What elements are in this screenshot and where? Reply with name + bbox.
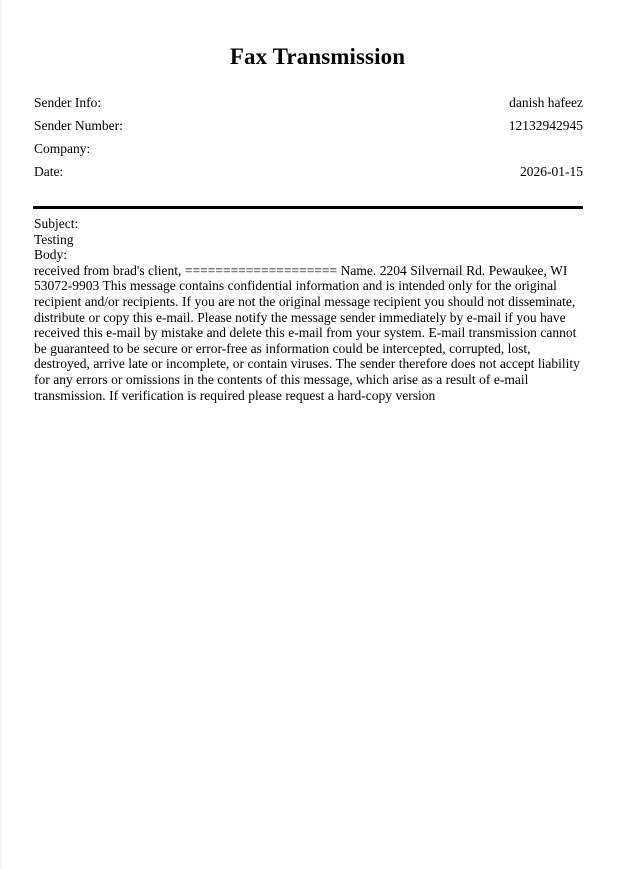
- fax-header-fields: [34, 91, 583, 183]
- field-row-sender-info: [34, 91, 583, 114]
- field-row-date: [34, 160, 583, 183]
- field-label-date: Date:: [34, 164, 64, 179]
- page-title: Fax Transmission: [229, 44, 406, 69]
- header-body-divider-rule: [33, 206, 583, 209]
- field-value-sender-info: danish hafeez: [509, 95, 583, 110]
- field-label-company: Company:: [34, 141, 91, 156]
- page-edge-shadow: [0, 0, 3, 869]
- body-label: Body:: [34, 247, 68, 263]
- field-row-sender-number: [34, 114, 583, 137]
- fax-body-section: [34, 216, 585, 403]
- subject-label: Subject:: [34, 216, 79, 231]
- subject-value: Testing: [34, 231, 74, 247]
- field-value-sender-number: 12132942945: [508, 118, 583, 133]
- field-row-company: [34, 137, 583, 160]
- field-label-sender-info: Sender Info:: [34, 95, 102, 110]
- field-label-sender-number: Sender Number:: [34, 118, 123, 133]
- field-value-date: 2026-01-15: [520, 164, 583, 179]
- body-message-text: received from brad's client, ==================== Name. 2204 Silvernail Rd. Pewaukee, WI 53072-9903 This message contains confidential information and is intended only for the original recipient and/or recipients. If you are not the original message recipient you should not disseminate, distribute or copy this e-mail. Please notify the message sender immediately by e-mail if you have received this e-mail by mistake and delete this e-mail from your system. E-mail transmission cannot be guaranteed to be secure or error-free as information could be intercepted, corrupted, lost, destroyed, arrive late or incomplete, or contain viruses. The sender therefore does not accept liability for any errors or omissions in the contents of this message, which arise as a result of e-mail transmission. If verification is required please request a hard-copy version: [34, 262, 580, 403]
